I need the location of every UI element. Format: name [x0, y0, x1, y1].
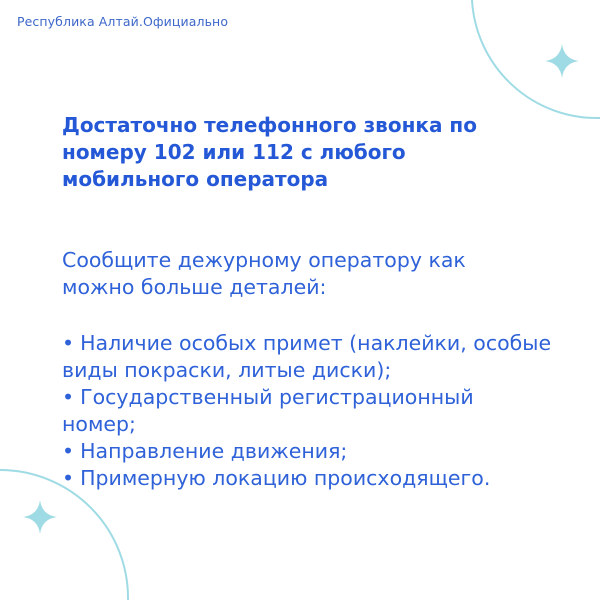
source-label: Республика Алтай.Официально — [17, 14, 229, 29]
list-item: • Направление движения; — [62, 439, 348, 463]
sparkle-icon — [545, 44, 579, 78]
list-item: • Государственный регистрационный номер; — [62, 385, 474, 436]
bullet-icon: • — [62, 439, 75, 463]
sparkle-icon — [23, 500, 57, 534]
headline: Достаточно телефонного звонка по номеру 102 или 112 с любого мобильного оператора — [62, 113, 477, 191]
bullet-icon: • — [62, 466, 75, 490]
list-item: • Наличие особых примет (наклейки, особые виды покраски, литые диски); — [62, 331, 552, 382]
bullet-icon: • — [62, 331, 75, 355]
details-list — [62, 330, 552, 492]
list-item: • Примерную локацию происходящего. — [62, 466, 491, 490]
intro-text: Сообщите дежурному оператору как можно больше деталей: — [62, 248, 466, 299]
top-right-arc — [472, 0, 600, 118]
bullet-icon: • — [62, 385, 75, 409]
